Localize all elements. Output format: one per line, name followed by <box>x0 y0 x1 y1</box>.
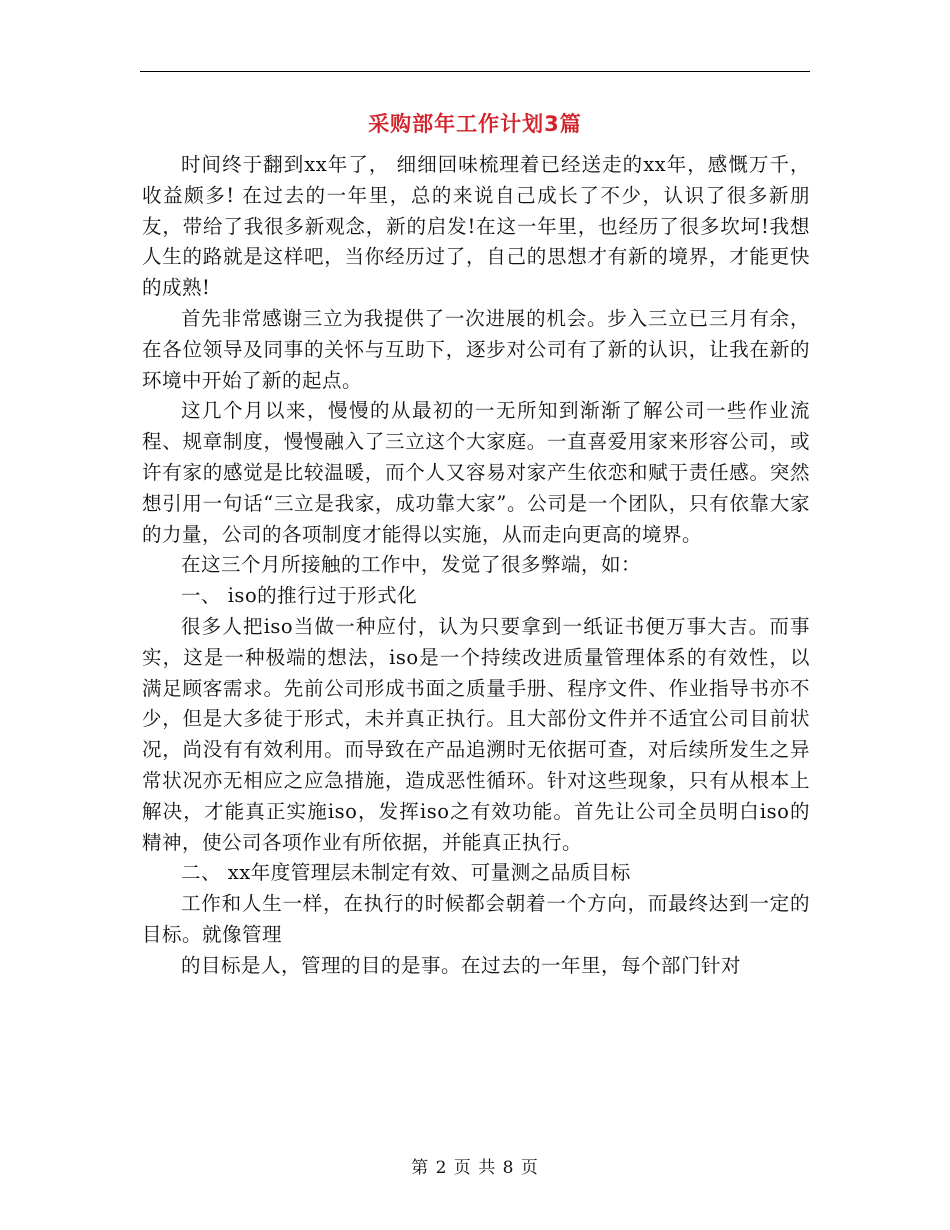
paragraph-intro: 时间终于翻到xx年了， 细细回味梳理着已经送走的xx年，感慨万千，收益颇多! 在过去的一年里，总的来说自己成长了不少，认识了很多新朋友，带给了我很多新观念，新的启发!在这一年里，也经历了很多坎坷!我想人生的路就是这样吧，当你经历过了，自己的思想才有新的境界，才能更快的成熟! <box>142 153 810 300</box>
paragraph-issues-intro: 在这三个月所接触的工作中，发觉了很多弊端，如： <box>181 553 642 577</box>
paragraph-work-life: 工作和人生一样，在执行的时候都会朝着一个方向，而最终达到一定的目标。就像管理 <box>142 892 810 946</box>
paragraph-thanks: 首先非常感谢三立为我提供了一次进展的机会。步入三立已三月有余，在各位领导及同事的关怀与互助下，逐步对公司有了新的认识，让我在新的环境中开始了新的起点。 <box>142 306 810 392</box>
paragraph-iso: 很多人把iso当做一种应付，认为只要拿到一纸证书便万事大吉。而事实，这是一种极端的想法，iso是一个持续改进质量管理体系的有效性，以满足顾客需求。先前公司形成书面之质量手册、程序文件、作业指导书亦不少，但是大多徒于形式，未并真正执行。且大部份文件并不适宜公司目前状况，尚没有有效利用。而导致在产品追溯时无依据可查，对后续所发生之异常状况亦无相应之应急措施，造成恶性循环。针对这些现象，只有从根本上解决，才能真正实施iso，发挥iso之有效功能。首先让公司全员明白iso的精神，使公司各项作业有所依据，并能真正执行。 <box>142 614 810 854</box>
document-title: 采购部年工作计划3篇 <box>368 112 582 136</box>
paragraph-months: 这几个月以来，慢慢的从最初的一无所知到渐渐了解公司一些作业流程、规章制度，慢慢融入了三立这个大家庭。一直喜爱用家来形容公司，或许有家的感觉是比较温暖，而个人又容易对家产生依恋和赋于责任感。突然想引用一句话“三立是我家，成功靠大家”。公司是一个团队，只有依靠大家的力量，公司的各项制度才能得以实施，从而走向更高的境界。 <box>142 399 810 546</box>
page-footer: 第 2 页 共 8 页 <box>411 1158 539 1178</box>
paragraph-management-goal: 的目标是人，管理的目的是事。在过去的一年里，每个部门针对 <box>181 953 742 977</box>
heading-quality-goals: 二、 xx年度管理层未制定有效、可量测之品质目标 <box>181 861 631 885</box>
header-rule <box>140 71 810 72</box>
heading-iso: 一、 iso的推行过于形式化 <box>181 584 418 608</box>
document-body <box>142 150 810 982</box>
